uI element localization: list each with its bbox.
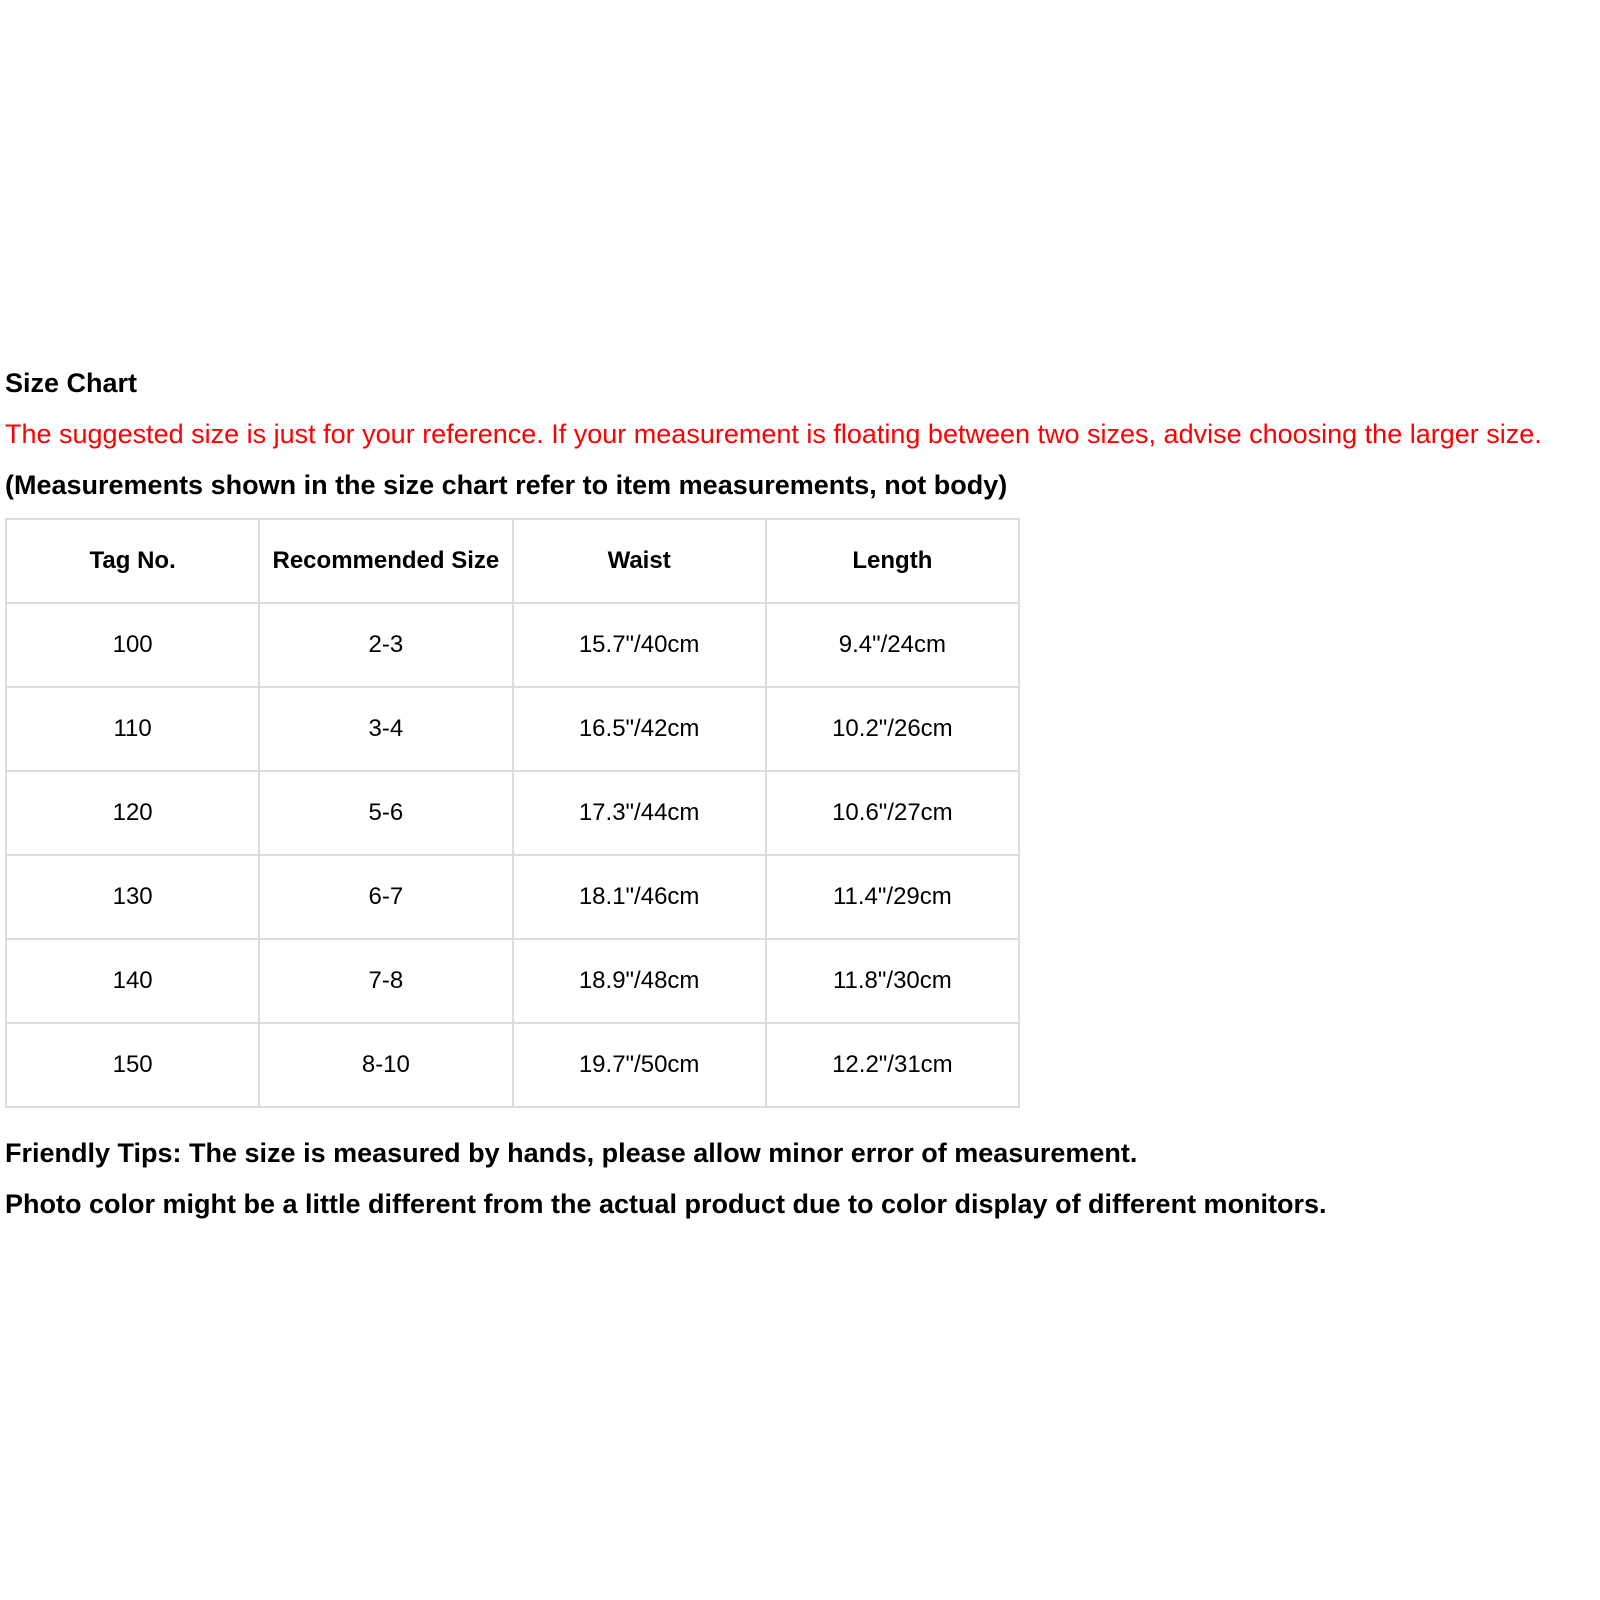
page-title: Size Chart — [5, 368, 138, 398]
cell-waist: 18.9"/48cm — [513, 939, 766, 1023]
photo-color-note: Photo color might be a little different from the actual product due to color display of different monitors. — [5, 1189, 1327, 1219]
table-row — [6, 1023, 1019, 1107]
cell-recommended-size: 7-8 — [259, 939, 512, 1023]
header-tag-no: Tag No. — [6, 519, 259, 603]
table-header-row — [6, 519, 1019, 603]
size-chart-section — [5, 368, 1595, 1219]
cell-length: 12.2"/31cm — [766, 1023, 1019, 1107]
table-row — [6, 687, 1019, 771]
cell-recommended-size: 5-6 — [259, 771, 512, 855]
cell-length: 11.8"/30cm — [766, 939, 1019, 1023]
measurement-note: (Measurements shown in the size chart refer to item measurements, not body) — [5, 470, 1008, 500]
cell-tag-no: 100 — [6, 603, 259, 687]
header-recommended-size: Recommended Size — [259, 519, 512, 603]
reference-note: The suggested size is just for your reference. If your measurement is floating between two sizes, advise choosing the larger size. — [5, 419, 1542, 449]
cell-length: 9.4"/24cm — [766, 603, 1019, 687]
header-length: Length — [766, 519, 1019, 603]
cell-recommended-size: 3-4 — [259, 687, 512, 771]
cell-waist: 15.7"/40cm — [513, 603, 766, 687]
cell-length: 10.2"/26cm — [766, 687, 1019, 771]
cell-tag-no: 120 — [6, 771, 259, 855]
cell-length: 10.6"/27cm — [766, 771, 1019, 855]
size-table — [5, 518, 1020, 1108]
cell-waist: 17.3"/44cm — [513, 771, 766, 855]
table-row — [6, 939, 1019, 1023]
cell-tag-no: 110 — [6, 687, 259, 771]
cell-length: 11.4"/29cm — [766, 855, 1019, 939]
cell-waist: 16.5"/42cm — [513, 687, 766, 771]
table-row — [6, 771, 1019, 855]
cell-waist: 19.7"/50cm — [513, 1023, 766, 1107]
cell-waist: 18.1"/46cm — [513, 855, 766, 939]
header-waist: Waist — [513, 519, 766, 603]
cell-tag-no: 130 — [6, 855, 259, 939]
cell-recommended-size: 6-7 — [259, 855, 512, 939]
table-row — [6, 603, 1019, 687]
cell-tag-no: 140 — [6, 939, 259, 1023]
cell-recommended-size: 8-10 — [259, 1023, 512, 1107]
friendly-tips: Friendly Tips: The size is measured by hands, please allow minor error of measurement. — [5, 1138, 1138, 1168]
cell-tag-no: 150 — [6, 1023, 259, 1107]
table-row — [6, 855, 1019, 939]
cell-recommended-size: 2-3 — [259, 603, 512, 687]
